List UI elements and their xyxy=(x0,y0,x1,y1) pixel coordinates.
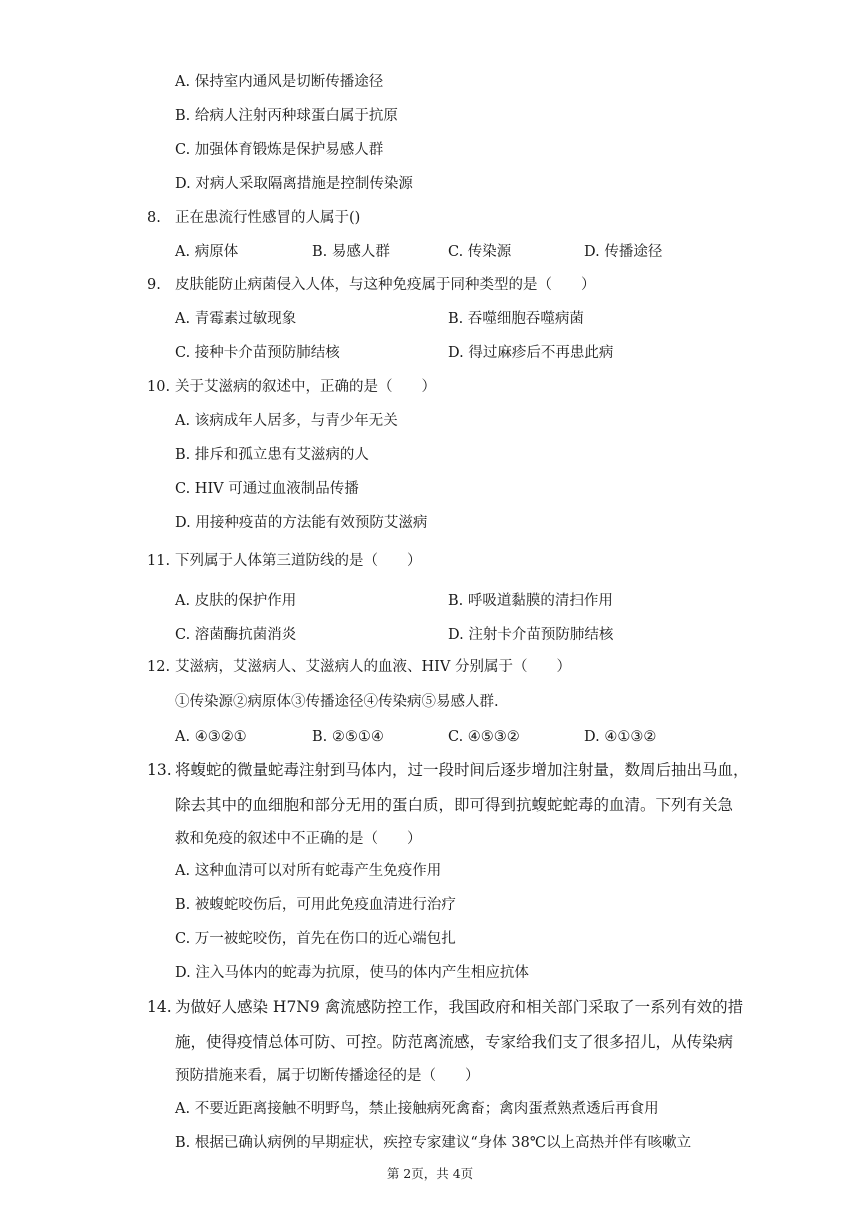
q11-number: 11. xyxy=(147,553,171,569)
q14-stem-line-2: 施，使得疫情总体可防、可控。防范离流感，专家给我们支了很多招儿，从传染病 xyxy=(175,1033,734,1051)
q13-stem-line-2: 除去其中的血细胞和部分无用的蛋白质，即可得到抗蝮蛇蛇毒的血清。下列有关急 xyxy=(175,796,734,814)
q11-stem: 下列属于人体第三道防线的是（ ） xyxy=(175,553,422,569)
q14-stem-line-1: 为做好人感染 H7N9 禽流感防控工作，我国政府和相关部门采取了一系列有效的措 xyxy=(175,998,744,1016)
q10-option-c: C. HIV 可通过血液制品传播 xyxy=(175,481,359,497)
q14-option-a: A. 不要近距离接触不明野鸟，禁止接触病死禽畜；禽肉蛋煮熟煮透后再食用 xyxy=(175,1101,659,1117)
q7-option-d: D. 对病人采取隔离措施是控制传染源 xyxy=(175,176,413,192)
q9-option-b: B. 吞噬细胞吞噬病菌 xyxy=(448,311,584,327)
q8-number: 8. xyxy=(147,210,161,226)
q13-option-b: B. 被蝮蛇咬伤后，可用此免疫血清进行治疗 xyxy=(175,897,456,913)
q9-option-a: A. 青霉素过敏现象 xyxy=(175,311,297,327)
q12-option-d: D. ④①③② xyxy=(584,729,657,745)
q13-option-c: C. 万一被蛇咬伤，首先在伤口的近心端包扎 xyxy=(175,931,456,947)
q12-number: 12. xyxy=(147,659,171,675)
q14-stem-line-3: 预防措施来看，属于切断传播途径的是（ ） xyxy=(175,1068,480,1084)
q11-option-c: C. 溶菌酶抗菌消炎 xyxy=(175,627,297,643)
q11-option-a: A. 皮肤的保护作用 xyxy=(175,593,297,609)
q13-option-a: A. 这种血清可以对所有蛇毒产生免疫作用 xyxy=(175,863,442,879)
q13-stem-line-3: 救和免疫的叙述中不正确的是（ ） xyxy=(175,831,422,847)
q12-stem-choices: ①传染源②病原体③传播途径④传染病⑤易感人群. xyxy=(175,694,499,710)
q8-option-d: D. 传播途径 xyxy=(584,244,663,260)
q12-option-a: A. ④③②① xyxy=(175,729,247,745)
q7-option-b: B. 给病人注射丙种球蛋白属于抗原 xyxy=(175,108,398,124)
q12-option-c: C. ④⑤③② xyxy=(448,729,520,745)
q10-stem: 关于艾滋病的叙述中，正确的是（ ） xyxy=(175,379,436,395)
q10-number: 10. xyxy=(147,379,171,395)
q10-option-b: B. 排斥和孤立患有艾滋病的人 xyxy=(175,447,369,463)
q11-option-b: B. 呼吸道黏膜的清扫作用 xyxy=(448,593,613,609)
q7-option-a: A. 保持室内通风是切断传播途径 xyxy=(175,74,384,90)
q13-stem-line-1: 将蝮蛇的微量蛇毒注射到马体内，过一段时间后逐步增加注射量，数周后抽出马血， xyxy=(175,761,749,779)
q13-option-d: D. 注入马体内的蛇毒为抗原，使马的体内产生相应抗体 xyxy=(175,965,529,981)
q9-option-d: D. 得过麻疹后不再患此病 xyxy=(448,345,614,361)
q9-option-c: C. 接种卡介苗预防肺结核 xyxy=(175,345,340,361)
q13-number: 13. xyxy=(147,761,172,779)
q9-stem: 皮肤能防止病菌侵入人体，与这种免疫属于同种类型的是（ ） xyxy=(175,277,596,293)
q12-option-b: B. ②⑤①④ xyxy=(312,729,384,745)
q8-option-c: C. 传染源 xyxy=(448,244,512,260)
q8-option-a: A. 病原体 xyxy=(175,244,239,260)
q10-option-a: A. 该病成年人居多，与青少年无关 xyxy=(175,413,398,429)
q8-option-b: B. 易感人群 xyxy=(312,244,390,260)
q8-stem: 正在患流行性感冒的人属于() xyxy=(175,210,361,226)
q10-option-d: D. 用接种疫苗的方法能有效预防艾滋病 xyxy=(175,515,428,531)
q14-number: 14. xyxy=(147,998,172,1016)
page-footer: 第 2页，共 4页 xyxy=(386,1166,474,1181)
q11-option-d: D. 注射卡介苗预防肺结核 xyxy=(448,627,614,643)
q14-option-b: B. 根据已确认病例的早期症状，疾控专家建议“身体 38℃以上高热并伴有咳嗽立 xyxy=(175,1135,692,1151)
q9-number: 9. xyxy=(147,277,161,293)
q12-stem: 艾滋病，艾滋病人、艾滋病人的血液、HIV 分别属于（ ） xyxy=(175,659,571,675)
q7-option-c: C. 加强体育锻炼是保护易感人群 xyxy=(175,142,384,158)
